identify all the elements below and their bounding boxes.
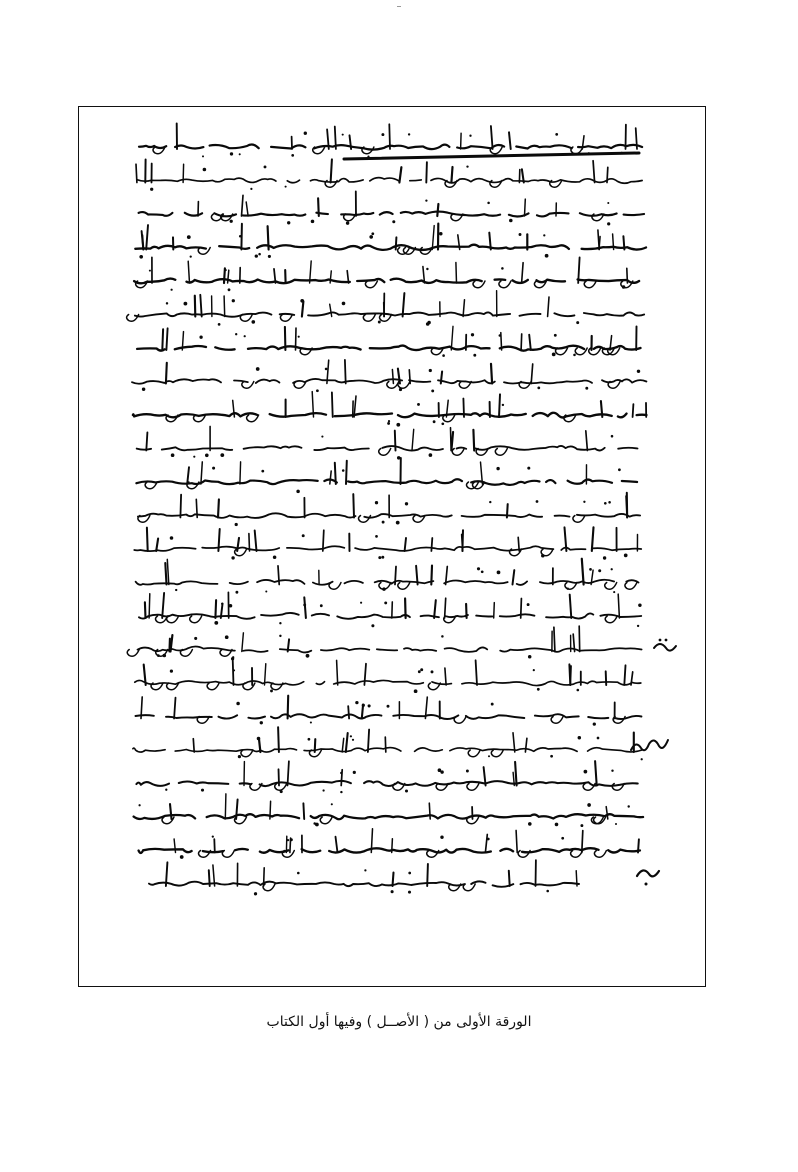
manuscript-line — [135, 224, 646, 259]
manuscript-line — [139, 829, 640, 859]
manuscript-line — [139, 123, 642, 157]
manuscript-line — [136, 159, 642, 191]
manuscript-line — [127, 626, 641, 660]
page-top-mark — [397, 6, 401, 7]
manuscript-line — [139, 191, 644, 225]
manuscript-line — [134, 527, 641, 559]
margin-note-1 — [650, 636, 680, 662]
manuscript-line — [133, 392, 647, 427]
manuscript-line — [127, 291, 645, 326]
manuscript-line — [137, 326, 640, 357]
manuscript-line — [133, 727, 643, 760]
manuscript-line — [136, 458, 637, 493]
manuscript-line — [134, 257, 639, 291]
margin-note-2 — [628, 734, 670, 760]
manuscript-line — [132, 360, 646, 392]
manuscript-line — [136, 696, 642, 726]
manuscript-line — [134, 794, 643, 827]
manuscript-line — [137, 426, 638, 459]
manuscript-line — [138, 493, 640, 526]
manuscript-line — [135, 659, 641, 693]
title-underline — [344, 153, 639, 159]
manuscript-handwriting-image — [79, 107, 706, 987]
manuscript-line — [149, 860, 579, 895]
manuscript-line — [136, 761, 637, 793]
margin-note-3 — [632, 862, 662, 888]
manuscript-line — [139, 592, 642, 627]
page-caption: الورقة الأولى من ( الأصــل ) وفيها أول الكتاب — [266, 1014, 532, 1030]
manuscript-frame — [78, 106, 706, 987]
manuscript-line — [136, 559, 639, 594]
